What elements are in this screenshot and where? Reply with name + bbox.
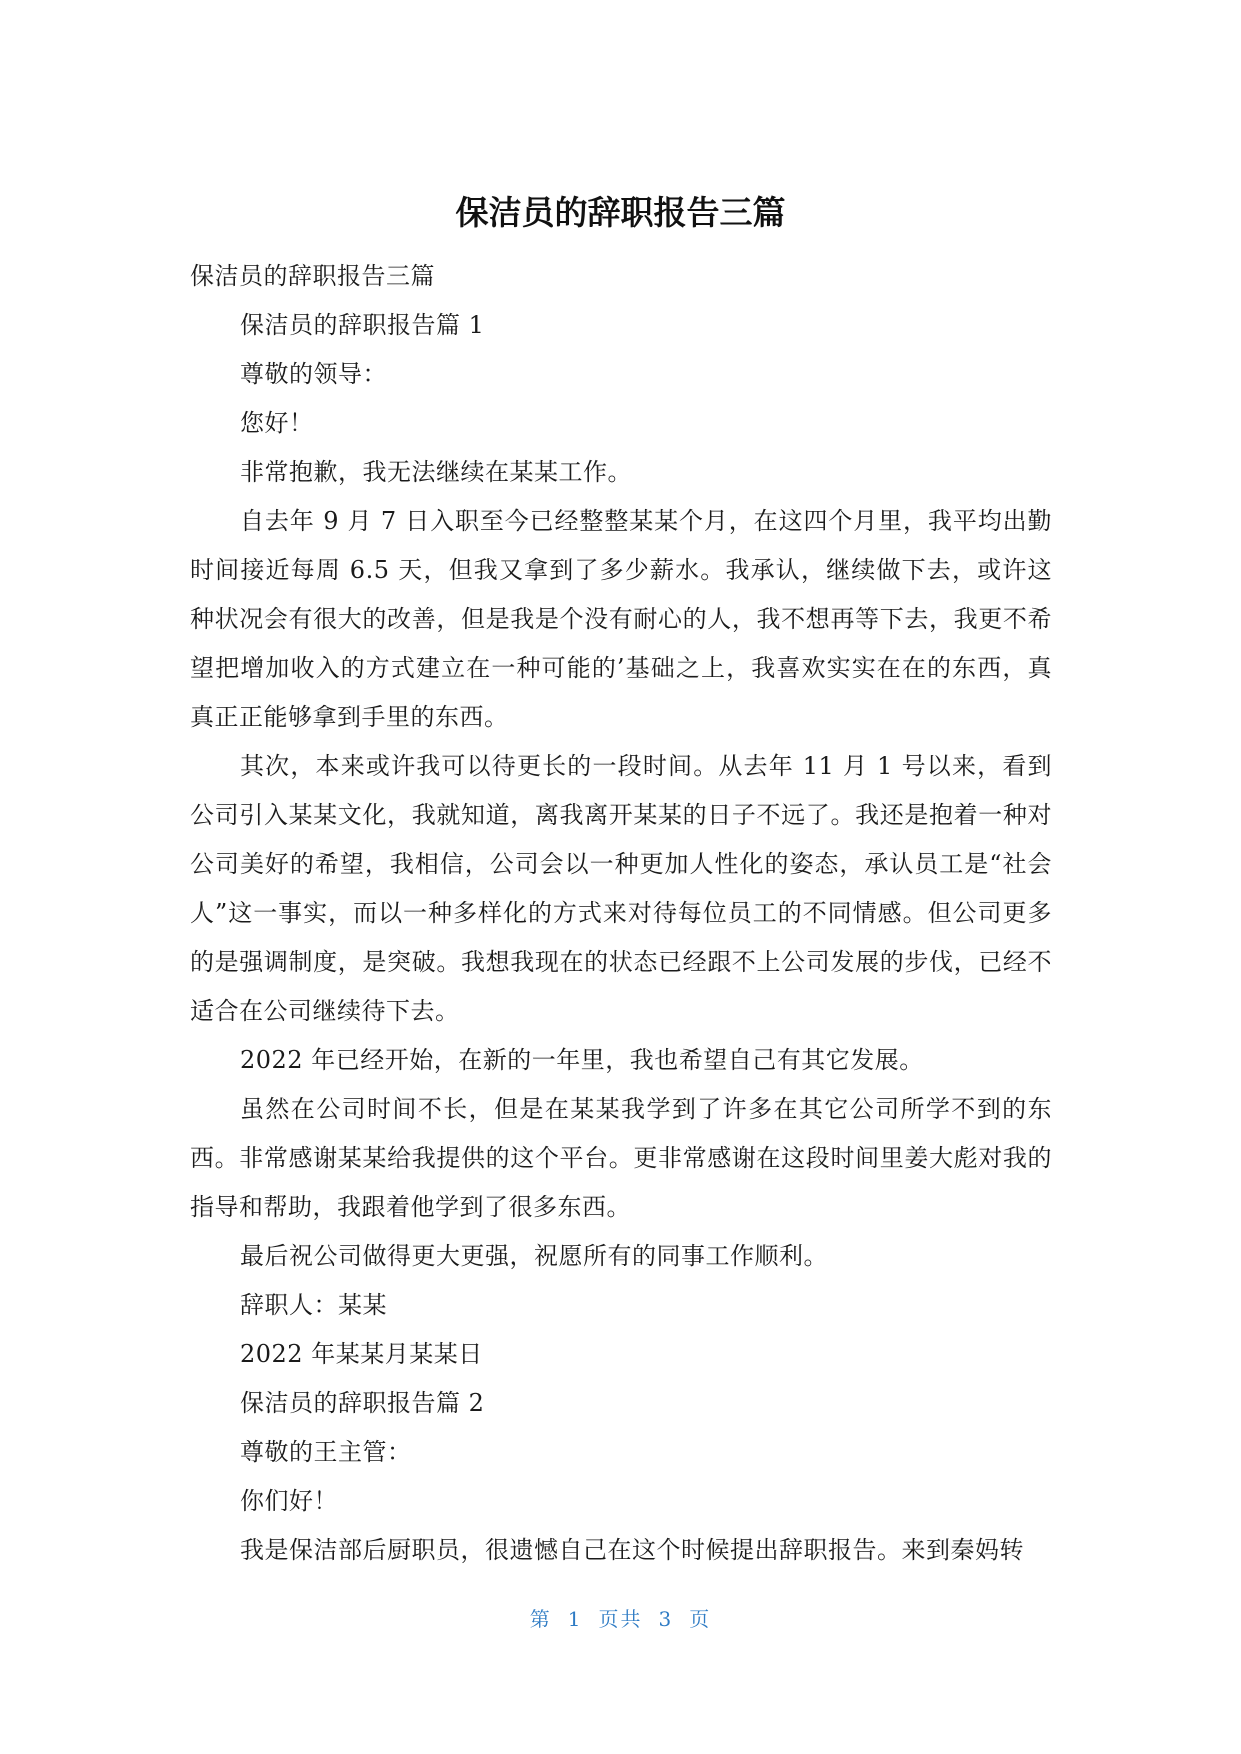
document-body xyxy=(190,252,1052,1575)
paragraph: 2022 年某某月某某日 xyxy=(240,1340,483,1368)
footer-mid: 页共 xyxy=(598,1607,643,1631)
paragraph: 自去年 9 月 7 日入职至今已经整整某某个月，在这四个月里，我平均出勤时间接近每周 6.5 天，但我又拿到了多少薪水。我承认，继续做下去，或许这种状况会有很大的改善，但是我是个没有耐心的人，我不想再等下去，我更不希望把增加收入的方式建立在一种可能的’基础之上，我喜欢实实在在的东西，真真正正能够拿到手里的东西。 xyxy=(190,507,1052,731)
paragraph: 保洁员的辞职报告篇 2 xyxy=(240,1389,485,1417)
paragraph: 我是保洁部后厨职员，很遗憾自己在这个时候提出辞职报告。来到秦妈转 xyxy=(240,1536,1024,1564)
paragraph: 保洁员的辞职报告篇 1 xyxy=(240,311,485,339)
paragraph: 你们好！ xyxy=(240,1487,338,1515)
paragraph: 尊敬的王主管： xyxy=(240,1438,412,1466)
paragraph: 其次，本来或许我可以待更长的一段时间。从去年 11 月 1 号以来，看到公司引入某某文化，我就知道，离我离开某某的日子不远了。我还是抱着一种对公司美好的希望，我相信，公司会以一种更加人性化的姿态，承认员工是“社会人”这一事实，而以一种多样化的方式来对待每位员工的不同情感。但公司更多的是强调制度，是突破。我想我现在的状态已经跟不上公司发展的步伐，已经不适合在公司继续待下去。 xyxy=(190,752,1052,1025)
footer-total-pages: 3 xyxy=(658,1607,674,1631)
paragraph: 最后祝公司做得更大更强，祝愿所有的同事工作顺利。 xyxy=(240,1242,828,1270)
footer-current-page: 1 xyxy=(567,1607,583,1631)
footer-suffix: 页 xyxy=(689,1607,712,1631)
paragraph: 非常抱歉，我无法继续在某某工作。 xyxy=(240,458,632,486)
paragraph: 您好！ xyxy=(240,409,314,437)
paragraph: 辞职人：某某 xyxy=(240,1291,387,1319)
footer-prefix: 第 xyxy=(529,1607,552,1631)
paragraph: 2022 年已经开始，在新的一年里，我也希望自己有其它发展。 xyxy=(240,1046,924,1074)
page-footer xyxy=(0,1604,1241,1634)
paragraph: 保洁员的辞职报告三篇 xyxy=(190,262,435,290)
paragraph: 虽然在公司时间不长，但是在某某我学到了许多在其它公司所学不到的东西。非常感谢某某给我提供的这个平台。更非常感谢在这段时间里姜大彪对我的指导和帮助，我跟着他学到了很多东西。 xyxy=(190,1095,1052,1221)
paragraph: 尊敬的领导： xyxy=(240,360,387,388)
document-title: 保洁员的辞职报告三篇 xyxy=(455,193,786,232)
